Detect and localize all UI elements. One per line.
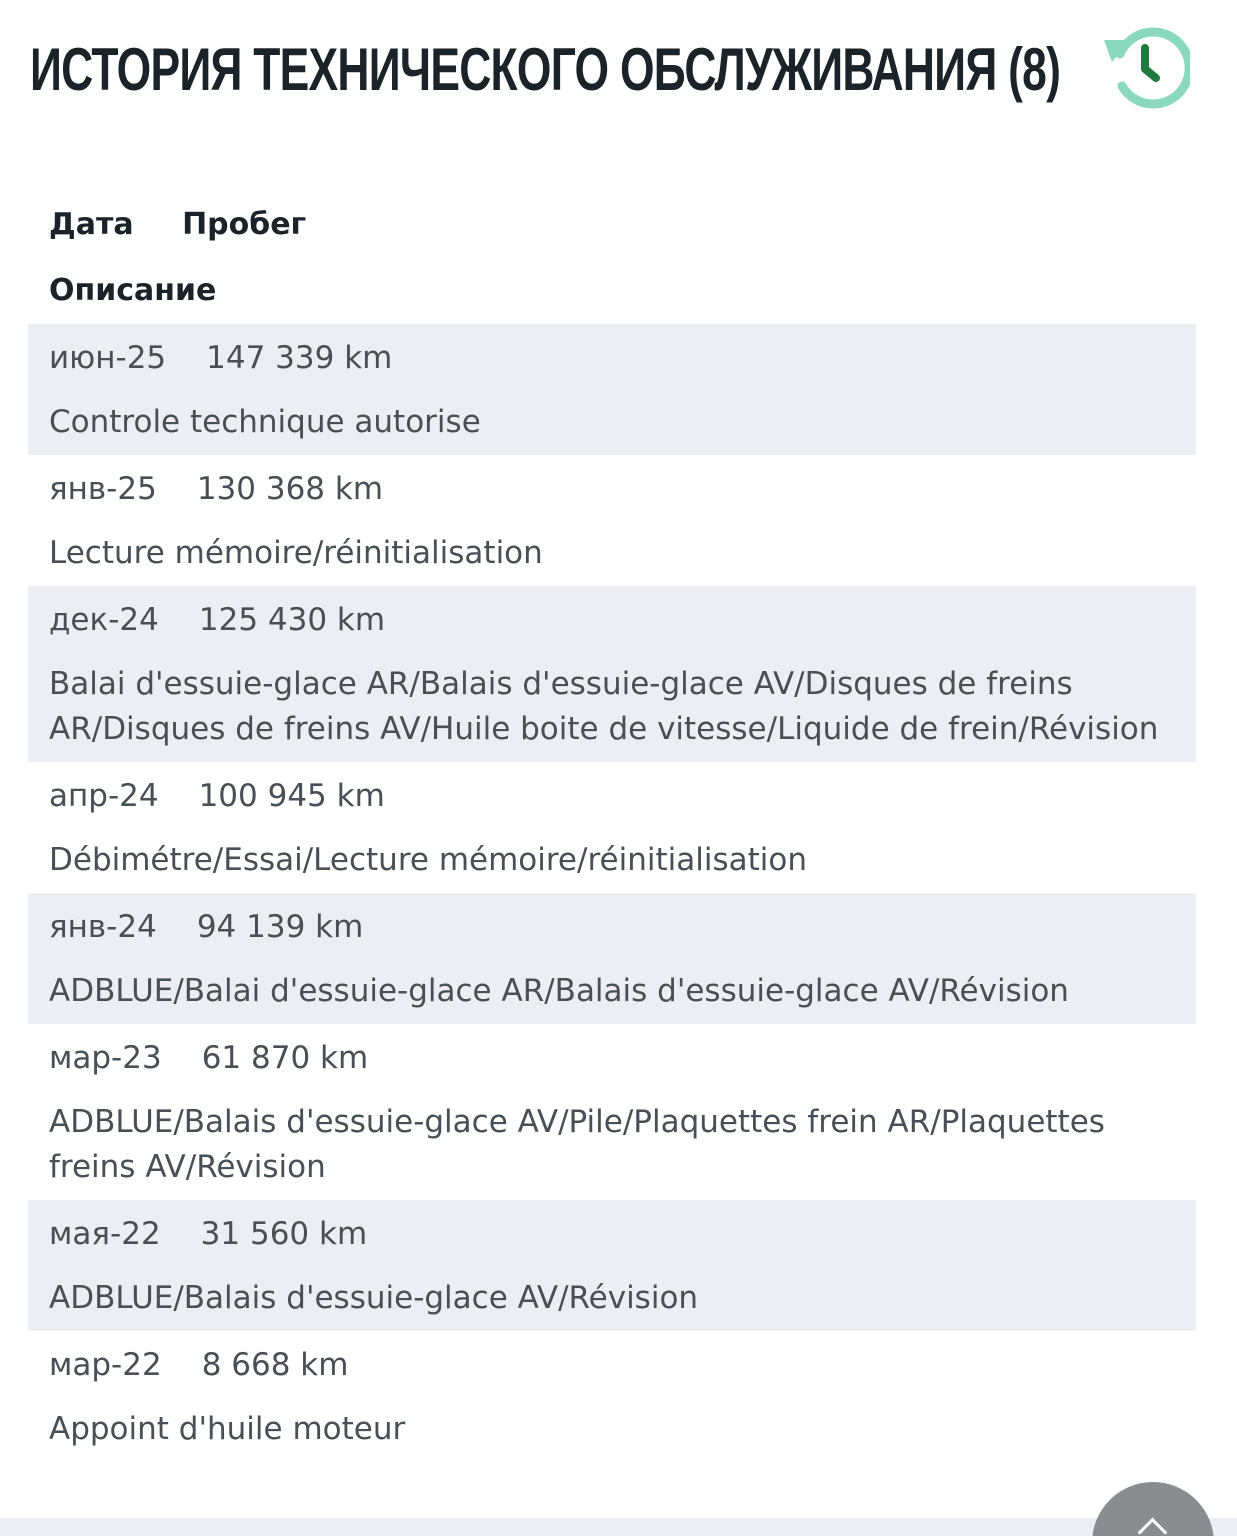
scroll-to-top-button[interactable] [1092,1482,1214,1536]
row-description: Controle technique autorise [49,404,481,440]
column-header-description: Описание [49,273,217,308]
bottom-bar [0,1518,1237,1536]
table-row [28,586,1196,762]
row-description: Appoint d'huile moteur [49,1411,406,1447]
header-row-top [49,198,1199,264]
row-description: ADBLUE/Balais d'essuie-glace AV/Pile/Plaquettes frein AR/Plaquettes freins AV/Révision [49,1104,1105,1185]
row-description: Débimétre/Essai/Lecture mémoire/réinitialisation [49,842,807,878]
row-date: янв-25 [49,471,157,507]
row-mileage: 94 139 km [196,909,364,945]
row-mileage: 147 339 km [206,340,393,376]
column-header-date: Дата [49,207,134,242]
row-date: июн-25 [49,340,167,376]
row-mileage: 61 870 km [201,1040,369,1076]
table-row [28,893,1196,1024]
row-mileage: 125 430 km [198,602,386,638]
column-header-mileage: Пробег [182,207,307,242]
row-date: апр-24 [49,778,159,814]
row-mileage: 8 668 km [201,1347,349,1383]
history-clock-icon[interactable] [1100,24,1190,114]
table-row [28,1024,1196,1200]
row-mileage: 130 368 km [196,471,384,507]
maintenance-records-list [28,324,1196,1462]
row-date: мар-23 [49,1040,162,1076]
arrow-up-icon [1138,1518,1168,1536]
row-date: мая-22 [49,1216,161,1252]
row-date: мар-22 [49,1347,162,1383]
row-date: дек-24 [49,602,159,638]
row-mileage: 31 560 km [200,1216,368,1252]
row-description: ADBLUE/Balai d'essuie-glace AR/Balais d'essuie-glace AV/Révision [49,973,1069,1009]
table-row [28,455,1196,586]
table-row [28,1331,1196,1462]
table-header [49,198,1199,330]
table-row [28,762,1196,893]
table-row [28,1200,1196,1331]
page-title: ИСТОРИЯ ТЕХНИЧЕСКОГО ОБСЛУЖИВАНИЯ (8) [30,36,1061,103]
row-description: Balai d'essuie-glace AR/Balais d'essuie-glace AV/Disques de freins AR/Disques de freins AV/Huile boite de vitesse/Liquide de frein/Révision [49,666,1159,747]
row-description: ADBLUE/Balais d'essuie-glace AV/Révision [49,1280,699,1316]
row-mileage: 100 945 km [198,778,385,814]
table-row [28,324,1196,455]
row-description: Lecture mémoire/réinitialisation [49,535,543,571]
row-date: янв-24 [49,909,157,945]
